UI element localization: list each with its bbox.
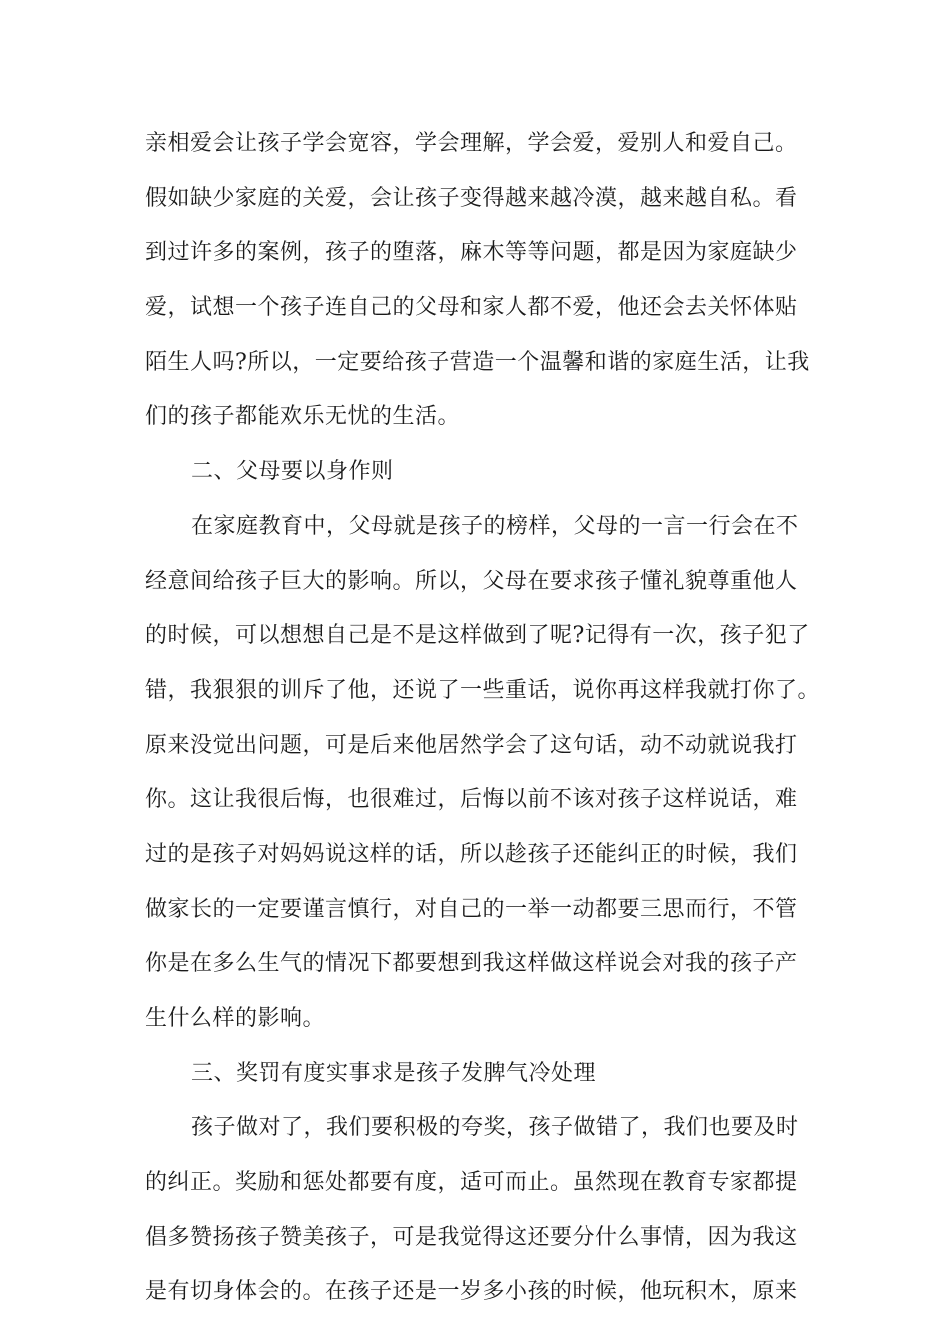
paragraph-start-line: 在家庭教育中，父母就是孩子的榜样，父母的一言一行会在不: [191, 513, 799, 539]
section-heading-3: 三、奖罚有度实事求是孩子发脾气冷处理: [191, 1060, 597, 1086]
body-line: 你是在多么生气的情况下都要想到我这样做这样说会对我的孩子产: [145, 951, 798, 977]
section-heading-2: 二、父母要以身作则: [191, 459, 394, 485]
body-line: 假如缺少家庭的关爱，会让孩子变得越来越冷漠，越来越自私。看: [145, 185, 798, 211]
document-body: [145, 124, 835, 1327]
body-line: 的纠正。奖励和惩处都要有度，适可而止。虽然现在教育专家都提: [145, 1170, 798, 1196]
body-line: 亲相爱会让孩子学会宽容，学会理解，学会爱，爱别人和爱自己。: [145, 131, 798, 156]
paragraph-start-line: 孩子做对了，我们要积极的夸奖，孩子做错了，我们也要及时: [191, 1115, 799, 1141]
body-line: 的时候，可以想想自己是不是这样做到了呢?记得有一次，孩子犯了: [145, 623, 810, 649]
body-line: 你。这让我很后悔，也很难过，后悔以前不该对孩子这样说话，难: [145, 787, 798, 813]
body-line: 过的是孩子对妈妈说这样的话，所以趁孩子还能纠正的时候，我们: [145, 841, 798, 867]
body-line: 到过许多的案例，孩子的堕落，麻木等等问题，都是因为家庭缺少: [145, 240, 798, 266]
body-line: 爱，试想一个孩子连自己的父母和家人都不爱，他还会去关怀体贴: [145, 295, 798, 321]
body-line: 倡多赞扬孩子赞美孩子，可是我觉得这还要分什么事情，因为我这: [145, 1224, 798, 1250]
body-line: 陌生人吗?所以，一定要给孩子营造一个温馨和谐的家庭生活，让我: [145, 349, 810, 375]
body-line: 是有切身体会的。在孩子还是一岁多小孩的时候，他玩积木，原来: [145, 1279, 798, 1305]
body-line: 们的孩子都能欢乐无忧的生活。: [145, 404, 461, 430]
body-line: 做家长的一定要谨言慎行，对自己的一举一动都要三思而行，不管: [145, 896, 798, 922]
body-line: 经意间给孩子巨大的影响。所以，父母在要求孩子懂礼貌尊重他人: [145, 568, 798, 594]
body-line: 生什么样的影响。: [145, 1006, 326, 1031]
body-line: 原来没觉出问题，可是后来他居然学会了这句话，动不动就说我打: [145, 732, 798, 758]
body-line: 错，我狠狠的训斥了他，还说了一些重话，说你再这样我就打你了。: [145, 677, 821, 703]
